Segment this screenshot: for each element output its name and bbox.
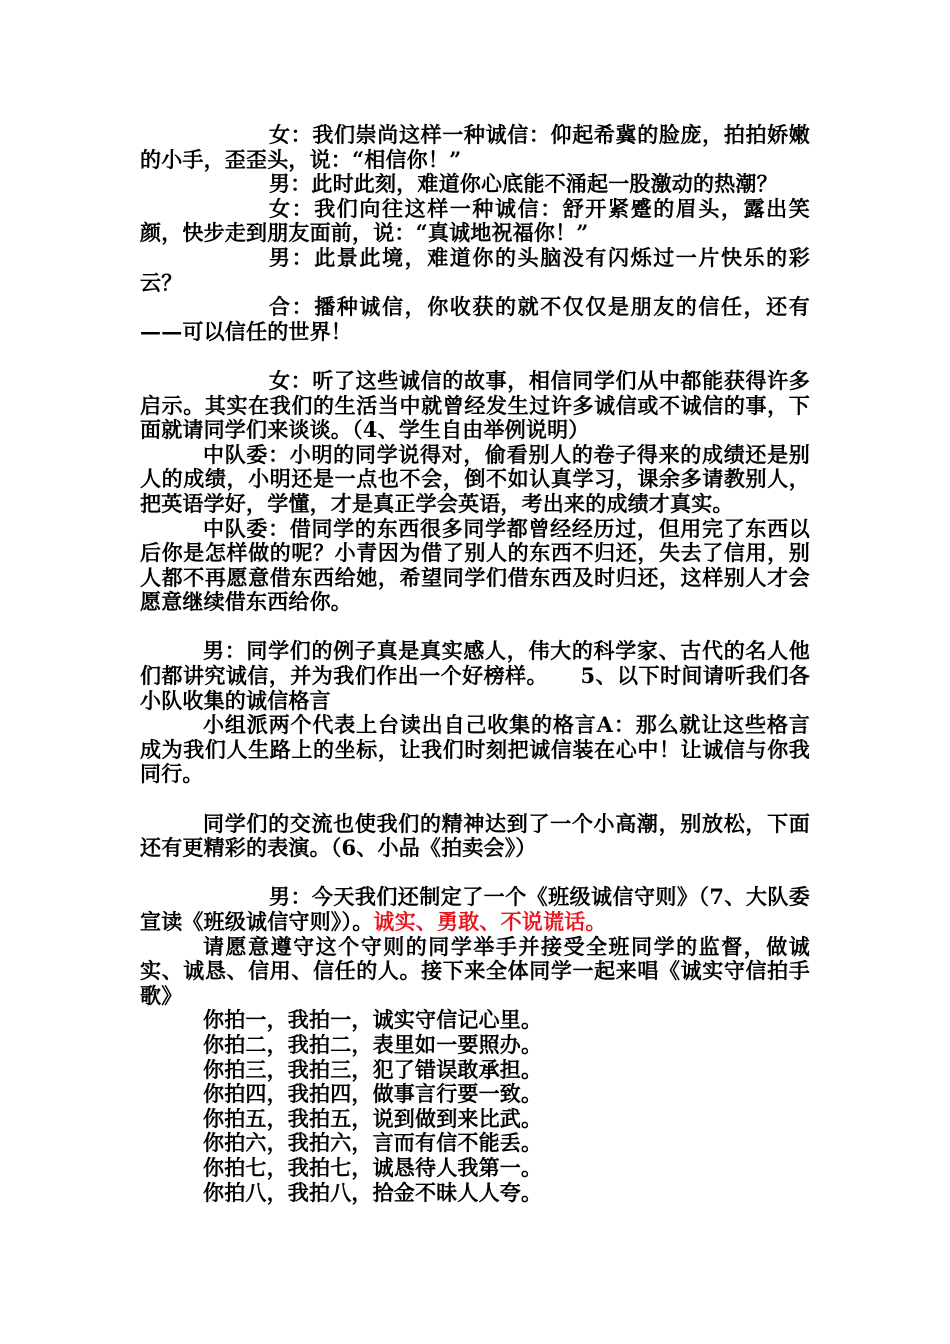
- rhyme-line: 你拍七，我拍七，诚恳待人我第一。: [203, 1154, 543, 1180]
- paragraph: [140, 885, 810, 934]
- paragraph: 女：我们崇尚这样一种诚信：仰起希冀的脸庞，拍拍娇嫩的小手，歪歪头，说：“相信你！”: [140, 122, 810, 172]
- blank-line: [140, 344, 810, 369]
- rhyme-line: 你拍八，我拍八，拾金不昧人人夸。: [203, 1179, 543, 1205]
- blank-line: [140, 861, 810, 886]
- paragraph: 小组派两个代表上台读出自己收集的格言A：那么就让这些格言成为我们人生路上的坐标，让我们时刻把诚信装在心中！让诚信与你我同行。: [140, 712, 810, 787]
- paragraph: 中队委：小明的同学说得对，偷看别人的卷子得来的成绩还是别人的成绩，小明还是一点也不会，倒不如认真学习，课余多请教别人，把英语学好，学懂，才是真正学会英语，考出来的成绩才真实。: [140, 441, 810, 516]
- rhyme-line: 你拍一，我拍一，诚实守信记心里。: [203, 1007, 543, 1033]
- paragraph: 女：我们向往这样一种诚信：舒开紧蹙的眉头，露出笑颜，快步走到朋友面前，说：“真诚地祝福你！”: [140, 195, 810, 246]
- rhyme-line: 你拍五，我拍五，说到做到来比武。: [203, 1105, 543, 1131]
- paragraph: 请愿意遵守这个守则的同学举手并接受全班同学的监督，做诚实、诚恳、信用、信任的人。接下来全体同学一起来唱《诚实守信拍手歌》: [140, 933, 810, 1008]
- rhyme-line: 你拍三，我拍三，犯了错误敢承担。: [203, 1056, 543, 1082]
- paragraph: 男：此景此境，难道你的头脑没有闪烁过一片快乐的彩云？: [140, 244, 810, 295]
- paragraph: 女：听了这些诚信的故事，相信同学们从中都能获得许多启示。其实在我们的生活当中就曾经发生过许多诚信或不诚信的事，下面就请同学们来谈谈。（4、学生自由举例说明）: [140, 367, 810, 443]
- blank-line: [140, 615, 810, 640]
- rhyme-line: 你拍四，我拍四，做事言行要一致。: [203, 1081, 543, 1107]
- paragraph-text: 男：今天我们还制定了一个《班级诚信守则》（7、大队委宣读《班级诚信守则》）。: [140, 884, 810, 934]
- rhyme-line: 你拍六，我拍六，言而有信不能丢。: [203, 1130, 543, 1156]
- document-body: [140, 123, 810, 1205]
- blank-line: [140, 787, 810, 812]
- paragraph: 同学们的交流也使我们的精神达到了一个小高潮，别放松，下面还有更精彩的表演。（6、小品《拍卖会》）: [140, 810, 810, 861]
- paragraph: 男：此时此刻，难道你心底能不涌起一股激动的热潮？: [269, 171, 778, 197]
- rhyme-line: 你拍二，我拍二，表里如一要照办。: [203, 1031, 543, 1057]
- highlighted-rule: 诚实、勇敢、不说谎话。: [373, 909, 607, 934]
- paragraph: 合：播种诚信，你收获的就不仅仅是朋友的信任，还有——可以信任的世界！: [140, 294, 810, 344]
- paragraph: 男：同学们的例子真是真实感人，伟大的科学家、古代的名人他们都讲究诚信，并为我们作出一个好榜样。 5、以下时间请听我们各小队收集的诚信格言: [140, 638, 810, 713]
- paragraph: 中队委：借同学的东西很多同学都曾经经历过，但用完了东西以后你是怎样做的呢？小青因为借了别人的东西不归还，失去了信用，别人都不再愿意借东西给她，希望同学们借东西及时归还，这样别人才会愿意继续借东西给你。: [140, 515, 810, 615]
